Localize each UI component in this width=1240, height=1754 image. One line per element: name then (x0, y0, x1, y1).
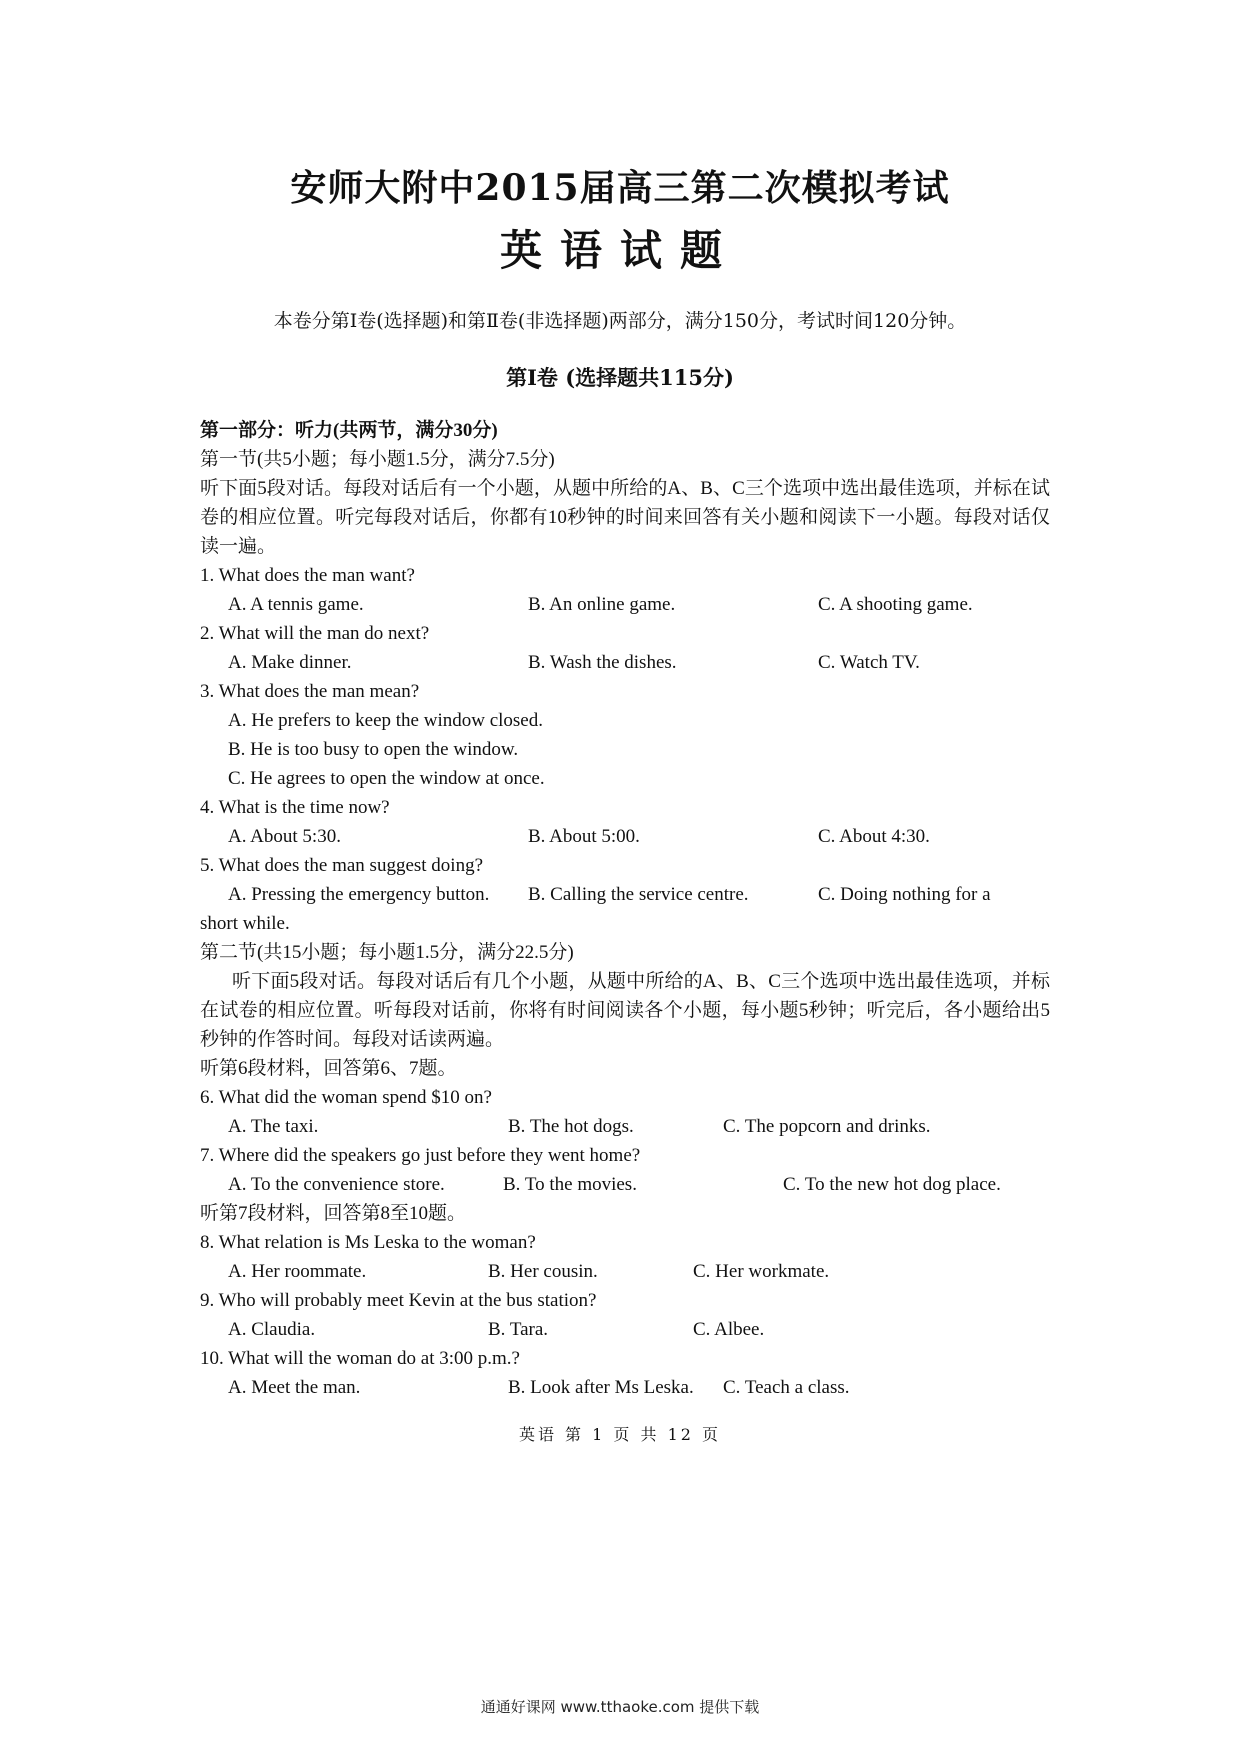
option-a: A. He prefers to keep the window closed. (228, 710, 543, 731)
exam-subtitle: 英语试题 (499, 226, 740, 275)
section-heading: 第二节(共15小题；每小题1.5分，满分22.5分) (200, 942, 574, 963)
option-c: C. Albee. (693, 1319, 765, 1340)
option-b: B. The hot dogs. (508, 1116, 634, 1137)
exam-title: 安师大附中2015届高三第二次模拟考试 (290, 167, 950, 209)
option-b: B. Tara. (488, 1319, 549, 1340)
option-c: C. Watch TV. (818, 652, 920, 673)
option-b: B. To the movies. (503, 1174, 637, 1195)
question-4: 4. What is the time now? (200, 797, 390, 818)
option-a: A. A tennis game. (228, 594, 364, 615)
option-c: C. Doing nothing for a (818, 884, 991, 905)
option-a: A. Pressing the emergency button. (228, 884, 490, 905)
option-a: A. To the convenience store. (228, 1174, 445, 1195)
option-b: B. About 5:00. (528, 826, 640, 847)
option-c-continuation: short while. (200, 913, 290, 934)
question-8: 8. What relation is Ms Leska to the woman? (200, 1232, 536, 1253)
question-5-options (200, 880, 1050, 909)
option-a: A. Meet the man. (228, 1377, 361, 1398)
option-a: A. Her roommate. (228, 1261, 367, 1282)
option-c: C. To the new hot dog place. (783, 1174, 1001, 1195)
question-7-options (200, 1170, 1050, 1199)
option-b: B. He is too busy to open the window. (228, 739, 519, 760)
part-heading: 第一部分：听力(共两节，满分30分) (200, 420, 498, 441)
section-instructions: 听下面5段对话。每段对话后有几个小题，从题中所给的A、B、C三个选项中选出最佳选项，并标在试卷的相应位置。听每段对话前，你将有时间阅读各个小题，每小题5秒钟；听完后，各小题给出5秒钟的作答时间。每段对话读两遍。 (200, 971, 1050, 1050)
option-c: C. About 4:30. (818, 826, 930, 847)
material-heading: 听第7段材料，回答第8至10题。 (200, 1203, 467, 1224)
exam-note: 本卷分第Ⅰ卷(选择题)和第Ⅱ卷(非选择题)两部分，满分150分，考试时间120分钟。 (273, 310, 967, 332)
option-a: A. Make dinner. (228, 652, 352, 673)
question-10: 10. What will the woman do at 3:00 p.m.? (200, 1348, 520, 1369)
exam-body (200, 416, 1050, 1402)
material-heading: 听第6段材料，回答第6、7题。 (200, 1058, 457, 1079)
question-2: 2. What will the man do next? (200, 623, 430, 644)
option-c: C. Teach a class. (723, 1377, 850, 1398)
option-c: C. He agrees to open the window at once. (228, 768, 545, 789)
question-5: 5. What does the man suggest doing? (200, 855, 484, 876)
option-a: A. The taxi. (228, 1116, 319, 1137)
question-7: 7. Where did the speakers go just before they went home? (200, 1145, 641, 1166)
question-9-options (200, 1315, 1050, 1344)
section-heading: 第一节(共5小题；每小题1.5分，满分7.5分) (200, 449, 555, 470)
option-c: C. The popcorn and drinks. (723, 1116, 931, 1137)
question-2-options (200, 648, 1050, 677)
option-a: A. Claudia. (228, 1319, 316, 1340)
option-c: C. A shooting game. (818, 594, 973, 615)
option-b: B. Her cousin. (488, 1261, 598, 1282)
option-a: A. About 5:30. (228, 826, 341, 847)
question-10-options (200, 1373, 1050, 1402)
page-number: 英语 第 1 页 共 12 页 (518, 1425, 722, 1444)
question-9: 9. Who will probably meet Kevin at the bus station? (200, 1290, 597, 1311)
option-b: B. Look after Ms Leska. (508, 1377, 694, 1398)
question-6: 6. What did the woman spend $10 on? (200, 1087, 492, 1108)
section-instructions: 听下面5段对话。每段对话后有一个小题，从题中所给的A、B、C三个选项中选出最佳选项，并标在试卷的相应位置。听完每段对话后，你都有10秒钟的时间来回答有关小题和阅读下一小题。每段对话仅读一遍。 (200, 478, 1050, 557)
option-b: B. An online game. (528, 594, 676, 615)
question-3: 3. What does the man mean? (200, 681, 420, 702)
download-credit: 通通好课网 www.tthaoke.com 提供下载 (480, 1698, 760, 1716)
question-6-options (200, 1112, 1050, 1141)
question-8-options (200, 1257, 1050, 1286)
option-b: B. Calling the service centre. (528, 884, 749, 905)
volume-heading: 第Ⅰ卷 (选择题共115分) (506, 365, 734, 390)
question-1: 1. What does the man want? (200, 565, 415, 586)
option-c: C. Her workmate. (693, 1261, 830, 1282)
option-b: B. Wash the dishes. (528, 652, 677, 673)
question-4-options (200, 822, 1050, 851)
question-1-options (200, 590, 1050, 619)
